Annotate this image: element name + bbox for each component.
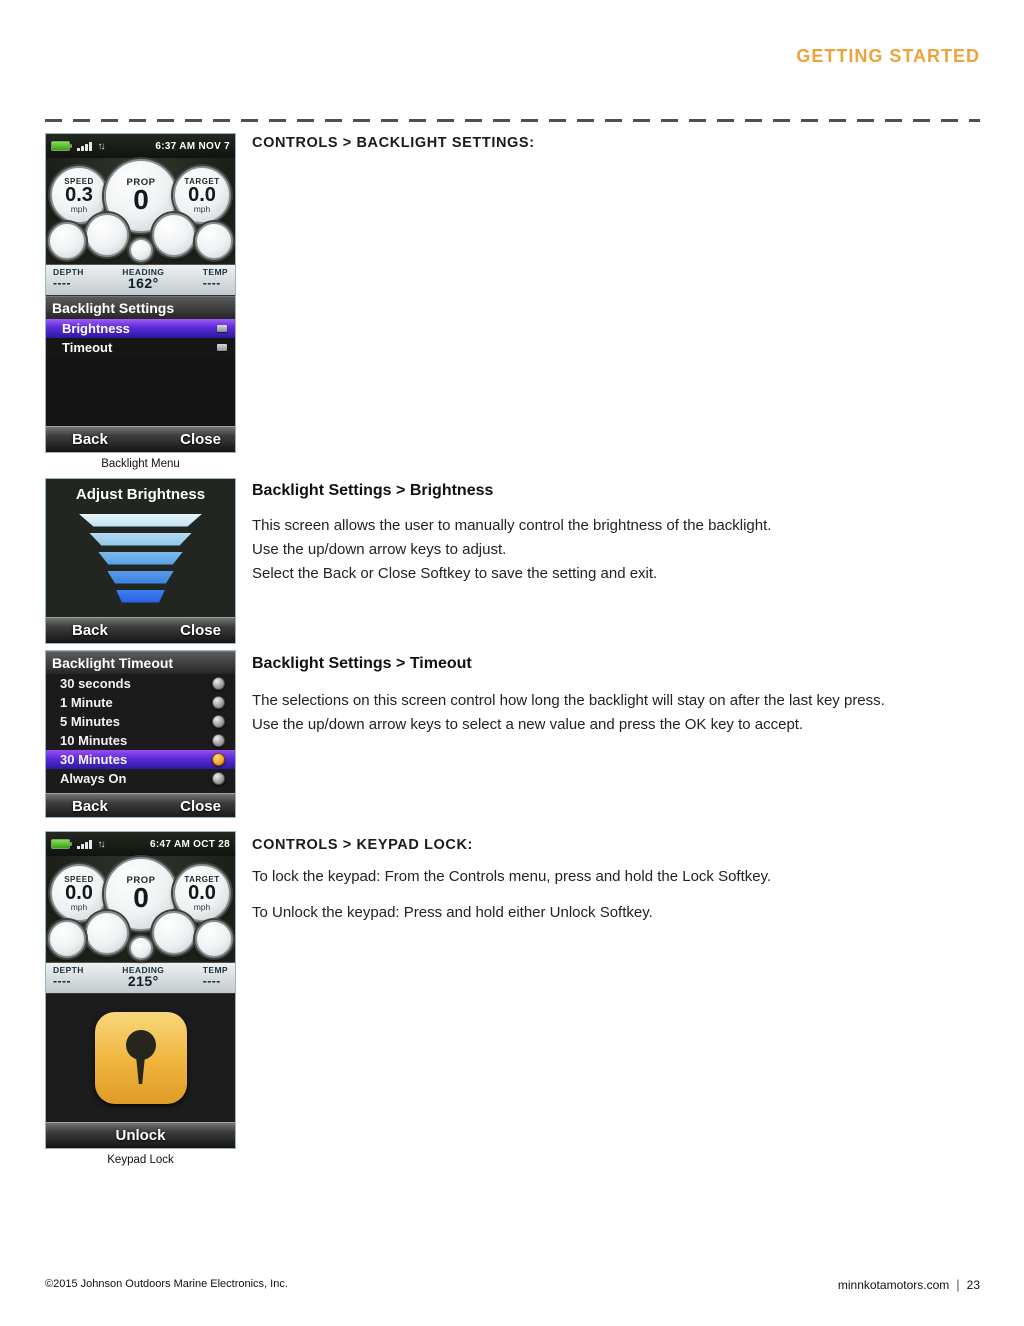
satellite-gauge [85, 911, 129, 955]
device-screen-backlight-menu [45, 133, 236, 453]
unlock-softkey[interactable]: Unlock [115, 1127, 166, 1144]
option-label: 5 Minutes [60, 714, 120, 729]
updown-arrows-icon: ↑↓ [97, 140, 104, 152]
paragraph-line: To Unlock the keypad: Press and hold either Unlock Softkey. [252, 904, 653, 921]
temp-value: ---- [202, 276, 221, 290]
section-heading-backlight-settings: CONTROLS > BACKLIGHT SETTINGS: [252, 135, 535, 151]
lock-icon-area [46, 994, 235, 1122]
option-label: Always On [60, 771, 127, 786]
radio-button-icon [212, 772, 225, 785]
keypad-lock-tile [95, 1012, 187, 1104]
status-bar [46, 134, 235, 158]
heading-label: HEADING [122, 965, 165, 975]
screen-title: Adjust Brightness [46, 479, 235, 503]
paragraph-line: Use the up/down arrow keys to adjust. [252, 541, 507, 558]
footer-page-number: 23 [966, 1277, 980, 1292]
brightness-bar [107, 571, 174, 584]
paragraph-line: Select the Back or Close Softkey to save the setting and exit. [252, 565, 658, 582]
brightness-level-indicator[interactable] [46, 503, 235, 617]
gauge-dashboard [46, 158, 235, 264]
radio-button-icon [212, 734, 225, 747]
paragraph-line: Use the up/down arrow keys to select a new value and press the OK key to accept. [252, 716, 804, 733]
back-softkey[interactable]: Back [72, 622, 108, 639]
paragraph-line: To lock the keypad: From the Controls menu, press and hold the Lock Softkey. [252, 868, 772, 885]
target-unit: mph [193, 203, 211, 214]
screen-title: Backlight Timeout [46, 651, 235, 674]
softkey-bar [46, 793, 235, 818]
target-value: 0.0 [188, 881, 216, 904]
screenshot-keypad-lock [45, 831, 236, 1166]
softkey-bar [46, 617, 235, 643]
depth-value: ---- [53, 974, 71, 988]
depth-readout [53, 965, 84, 993]
depth-value: ---- [53, 276, 71, 290]
temp-readout [203, 965, 228, 993]
close-softkey[interactable]: Close [180, 622, 221, 639]
dashed-divider [45, 119, 980, 122]
satellite-gauge [195, 222, 233, 260]
speed-unit: mph [70, 203, 88, 214]
radio-button-icon [212, 677, 225, 690]
satellite-gauge [152, 911, 196, 955]
screenshot-caption: Keypad Lock [107, 1154, 174, 1166]
brightness-paragraph [252, 514, 771, 586]
speed-label: SPEED [64, 874, 94, 884]
temp-label: TEMP [202, 267, 228, 277]
footer-right [838, 1277, 980, 1292]
status-time: 6:47 AM OCT 28 [150, 838, 230, 850]
radio-button-selected-icon [212, 753, 225, 766]
radio-button-icon [212, 696, 225, 709]
back-softkey[interactable]: Back [72, 431, 108, 448]
signal-bars-icon [77, 840, 92, 849]
brightness-bar [116, 590, 165, 603]
footer-copyright: ©2015 Johnson Outdoors Marine Electronics, Inc. [45, 1278, 288, 1290]
footer-separator: | [956, 1277, 960, 1292]
page-title: GETTING STARTED [796, 46, 980, 66]
device-screen-adjust-brightness [45, 478, 236, 644]
depth-readout [53, 267, 84, 295]
satellite-gauge [129, 238, 153, 262]
signal-bars-icon [77, 142, 92, 151]
heading-value: 215° [127, 973, 159, 989]
depth-label: DEPTH [53, 965, 84, 975]
device-screen-backlight-timeout [45, 650, 236, 818]
satellite-gauge [152, 213, 196, 257]
paragraph-line: The selections on this screen control how long the backlight will stay on after the last key press. [252, 692, 885, 709]
timeout-option-30-seconds[interactable] [46, 674, 235, 693]
heading-value: 162° [127, 275, 159, 291]
target-label: TARGET [184, 176, 220, 186]
option-label: 1 Minute [60, 695, 113, 710]
battery-icon [51, 141, 70, 151]
target-unit: mph [193, 901, 211, 912]
temp-value: ---- [202, 974, 221, 988]
prop-value: 0 [133, 184, 149, 215]
satellite-gauge [48, 920, 86, 958]
speed-unit: mph [70, 901, 88, 912]
brightness-bar [79, 514, 203, 527]
keypad-lock-line1 [252, 865, 771, 889]
target-label: TARGET [184, 874, 220, 884]
paragraph-line: This screen allows the user to manually control the brightness of the backlight. [252, 517, 772, 534]
screenshot-caption: Backlight Menu [101, 458, 180, 470]
heading-readout [122, 965, 164, 993]
section-heading-keypad-lock: CONTROLS > KEYPAD LOCK: [252, 837, 473, 853]
prop-value: 0 [133, 882, 149, 913]
screenshot-backlight-timeout [45, 650, 236, 818]
prop-label: PROP [126, 875, 156, 886]
menu-item-label: Brightness [62, 321, 130, 336]
speed-label: SPEED [64, 176, 94, 186]
option-label: 30 seconds [60, 676, 131, 691]
satellite-gauge [85, 213, 129, 257]
temp-readout [203, 267, 228, 295]
timeout-paragraph [252, 689, 885, 737]
close-softkey[interactable]: Close [180, 431, 221, 448]
heading-label: HEADING [122, 267, 165, 277]
timeout-option-30-minutes-selected[interactable] [46, 750, 235, 769]
prop-label: PROP [126, 177, 156, 188]
brightness-bar [89, 533, 192, 546]
timeout-option-10-minutes[interactable] [46, 731, 235, 750]
close-softkey[interactable]: Close [180, 798, 221, 815]
timeout-option-always-on[interactable] [46, 769, 235, 788]
brightness-bar [98, 552, 183, 565]
updown-arrows-icon: ↑↓ [97, 838, 104, 850]
speed-value: 0.3 [65, 183, 93, 206]
depth-label: DEPTH [53, 267, 84, 277]
status-bar [46, 832, 235, 856]
option-label: 30 Minutes [60, 752, 128, 767]
satellite-gauge [48, 222, 86, 260]
screenshot-adjust-brightness [45, 478, 236, 644]
menu-item-timeout[interactable] [46, 338, 235, 357]
status-time: 6:37 AM NOV 7 [155, 140, 230, 152]
data-bar [46, 962, 235, 994]
screenshot-backlight-menu [45, 133, 236, 470]
device-screen-keypad-lock [45, 831, 236, 1149]
menu-item-brightness[interactable] [46, 319, 235, 338]
section-heading-brightness: Backlight Settings > Brightness [252, 482, 494, 499]
satellite-gauge [195, 920, 233, 958]
softkey-bar [46, 426, 235, 452]
footer-website: minnkotamotors.com [837, 1277, 950, 1292]
section-heading-timeout: Backlight Settings > Timeout [252, 655, 472, 672]
softkey-bar [46, 1122, 235, 1148]
option-label: 10 Minutes [60, 733, 128, 748]
submenu-indicator-icon [217, 344, 227, 351]
temp-label: TEMP [202, 965, 228, 975]
data-bar [46, 264, 235, 296]
menu-empty-area [46, 357, 235, 426]
back-softkey[interactable]: Back [72, 798, 108, 815]
timeout-option-1-minute[interactable] [46, 693, 235, 712]
heading-readout [122, 267, 164, 295]
keypad-lock-line2 [252, 901, 653, 925]
target-value: 0.0 [188, 183, 216, 206]
gauge-dashboard [46, 856, 235, 962]
radio-button-icon [212, 715, 225, 728]
menu-title: Backlight Settings [46, 296, 235, 319]
menu-item-label: Timeout [62, 340, 113, 355]
battery-icon [51, 839, 70, 849]
timeout-option-5-minutes[interactable] [46, 712, 235, 731]
satellite-gauge [129, 936, 153, 960]
submenu-indicator-icon [217, 325, 227, 332]
speed-value: 0.0 [65, 881, 93, 904]
